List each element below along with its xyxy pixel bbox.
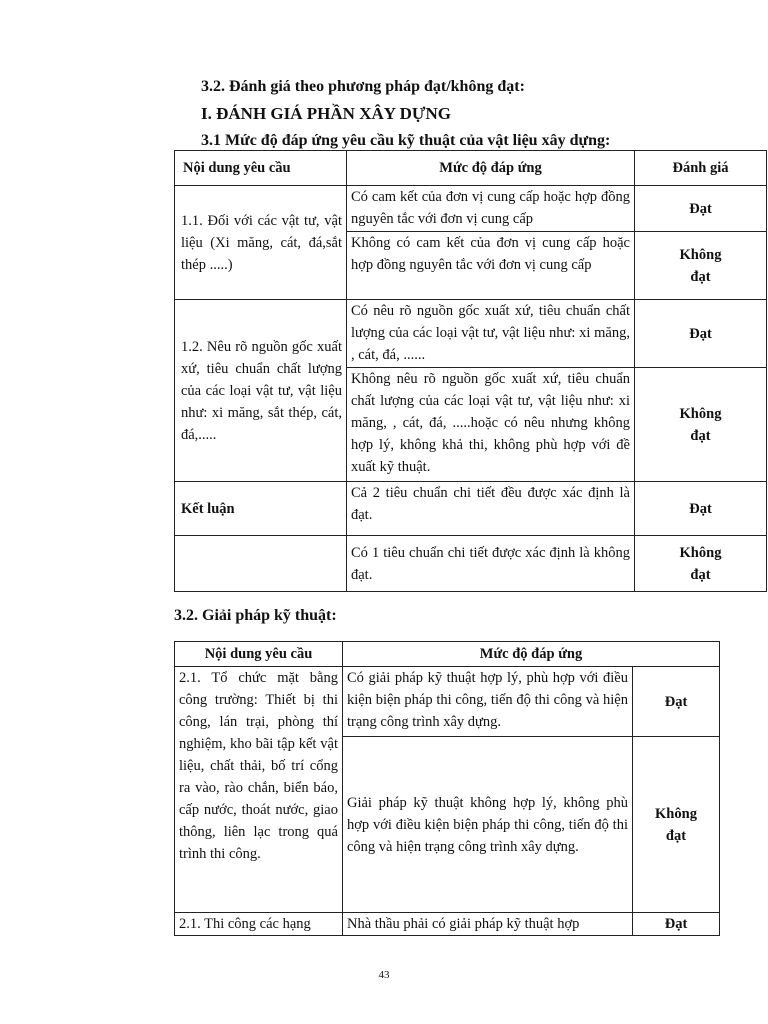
- verdict-cell: Đạt: [635, 186, 767, 232]
- conclusion-label-cell: Kết luận: [175, 482, 347, 536]
- technical-solution-table: [174, 641, 720, 936]
- table-row: [175, 186, 767, 232]
- requirement-cell: 1.1. Đối với các vật tư, vật liệu (Xi măng, cát, đá,sắt thép .....): [175, 186, 347, 300]
- column-header-response: Mức độ đáp ứng: [347, 151, 635, 186]
- section-heading-technical-solution: 3.2. Giải pháp kỹ thuật:: [174, 607, 337, 624]
- response-cell: Không nêu rõ nguồn gốc xuất xứ, tiêu chuẩn chất lượng của các loại vật tư, vật liệu như: xi măng, , cát, đá, .....hoặc có nêu nhưng không hợp lý, không khả thi, không phù hợp với đề xuất kỹ thuật.: [347, 368, 635, 482]
- verdict-cell: Đạt: [633, 667, 720, 737]
- requirement-cell: 1.2. Nêu rõ nguồn gốc xuất xứ, tiêu chuẩn chất lượng của các loại vật tư, vật liệu như: xi măng, sắt thép, cát, đá,.....: [175, 300, 347, 482]
- verdict-cell: Không đạt: [633, 737, 720, 913]
- requirement-cell: 2.1. Thi công các hạng: [175, 913, 343, 936]
- verdict-cell: Đạt: [633, 913, 720, 936]
- response-cell: Có nêu rõ nguồn gốc xuất xứ, tiêu chuẩn chất lượng của các loại vật tư, vật liệu như: xi măng, , cát, đá, ......: [347, 300, 635, 368]
- column-header-requirement: Nội dung yêu cầu: [175, 642, 343, 667]
- section-heading-evaluation-method: 3.2. Đánh giá theo phương pháp đạt/không đạt:: [201, 78, 525, 95]
- response-cell: Có giải pháp kỹ thuật hợp lý, phù hợp với điều kiện biện pháp thi công, tiến độ thi công và hiện trạng công trình xây dựng.: [343, 667, 633, 737]
- page-number: 43: [378, 969, 390, 981]
- column-header-requirement: Nội dung yêu cầu: [175, 151, 347, 186]
- table-header-row: [175, 151, 767, 186]
- table-row: [175, 667, 720, 737]
- column-header-verdict: Đánh giá: [635, 151, 767, 186]
- response-cell: Có 1 tiêu chuẩn chi tiết được xác định là không đạt.: [347, 536, 635, 592]
- requirement-cell: 2.1. Tổ chức mặt bằng công trường: Thiết bị thi công, lán trại, phòng thí nghiệm, kho bãi tập kết vật liệu, chất thải, bố trí cổng ra vào, rào chắn, biển báo, cấp nước, thoát nước, giao thông, liên lạc trong quá trình thi công.: [175, 667, 343, 913]
- column-header-response: Mức độ đáp ứng: [343, 642, 720, 667]
- table-row: [175, 300, 767, 368]
- table-row: [175, 536, 767, 592]
- materials-evaluation-table: [174, 150, 767, 592]
- response-cell: Giải pháp kỹ thuật không hợp lý, không phù hợp với điều kiện biện pháp thi công, tiến độ thi công và hiện trạng công trình xây dựng.: [343, 737, 633, 913]
- response-cell: Không có cam kết của đơn vị cung cấp hoặc hợp đồng nguyên tắc với đơn vị cung cấp: [347, 232, 635, 300]
- verdict-cell: Đạt: [635, 300, 767, 368]
- verdict-cell: Không đạt: [635, 368, 767, 482]
- response-cell: Nhà thầu phải có giải pháp kỹ thuật hợp: [343, 913, 633, 936]
- verdict-cell: Đạt: [635, 482, 767, 536]
- response-cell: Có cam kết của đơn vị cung cấp hoặc hợp đồng nguyên tắc với đơn vị cung cấp: [347, 186, 635, 232]
- empty-cell: [175, 536, 347, 592]
- section-heading-materials: 3.1 Mức độ đáp ứng yêu cầu kỹ thuật của vật liệu xây dựng:: [201, 132, 611, 149]
- table-header-row: [175, 642, 720, 667]
- verdict-cell: Không đạt: [635, 536, 767, 592]
- verdict-cell: Không đạt: [635, 232, 767, 300]
- section-heading-construction: I. ĐÁNH GIÁ PHẦN XÂY DỰNG: [201, 104, 451, 123]
- table-row: [175, 913, 720, 936]
- response-cell: Cả 2 tiêu chuẩn chi tiết đều được xác định là đạt.: [347, 482, 635, 536]
- table-row: [175, 482, 767, 536]
